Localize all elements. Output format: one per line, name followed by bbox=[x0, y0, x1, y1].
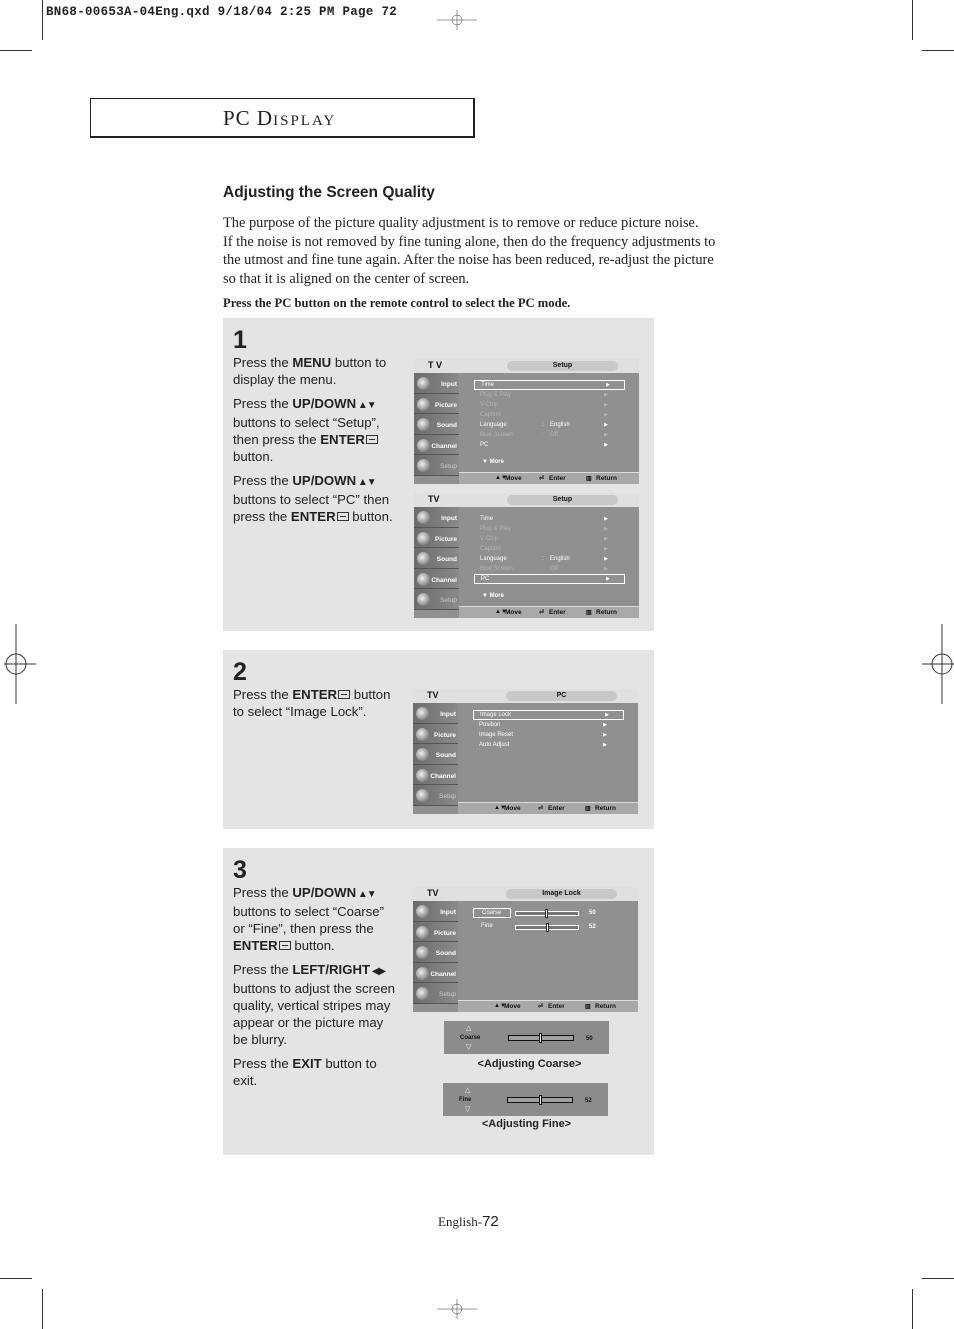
enter-icon: ⏎ bbox=[538, 1004, 544, 1010]
crop-mark bbox=[0, 50, 32, 51]
chevron-right-icon: ▶ bbox=[604, 556, 608, 562]
section-title-box bbox=[90, 98, 475, 138]
instruction-paragraph: Press the UP/DOWN ▲▼ buttons to select “PC” then press the ENTER button. bbox=[233, 473, 393, 524]
osd-footer-enter: Enter bbox=[549, 475, 566, 482]
osd-footer bbox=[459, 472, 639, 484]
instruction-paragraph: Press the MENU button to display the menu. bbox=[233, 355, 387, 387]
coarse-label: Coarse bbox=[473, 908, 511, 918]
osd-sidebar-item-input bbox=[413, 901, 458, 922]
osd-menu-item bbox=[480, 400, 622, 410]
tv-osd-setup-pc bbox=[414, 493, 639, 618]
colon: : bbox=[542, 556, 544, 562]
osd-sidebar-label: Setup bbox=[440, 597, 457, 605]
adjust-label: Fine bbox=[459, 1097, 472, 1103]
osd-item-value: Off bbox=[550, 432, 558, 438]
osd-sidebar-item-channel bbox=[413, 765, 458, 786]
osd-footer-return: Return bbox=[595, 805, 616, 812]
key-name: LEFT/RIGHT bbox=[292, 962, 371, 977]
instruction-paragraph: Press the UP/DOWN ▲▼ buttons to select “Coarse” or “Fine”, then press the ENTER button. bbox=[233, 885, 384, 953]
chevron-right-icon: ▶ bbox=[606, 382, 610, 388]
osd-sidebar-label: Sound bbox=[436, 422, 457, 430]
chevron-right-icon: ▶ bbox=[605, 712, 609, 718]
osd-menu-item bbox=[480, 564, 622, 574]
osd-sidebar-label: Sound bbox=[435, 950, 456, 958]
osd-title: Image Lock bbox=[506, 889, 617, 899]
osd-sidebar-label: Setup bbox=[439, 793, 456, 801]
osd-sidebar-item-sound bbox=[414, 548, 459, 569]
osd-sidebar-label: Sound bbox=[436, 556, 457, 564]
osd-footer-move: Move bbox=[504, 1003, 521, 1010]
input-icon bbox=[417, 377, 430, 390]
updown-icon: ▲▼ bbox=[495, 475, 507, 481]
channel-icon bbox=[417, 573, 430, 586]
osd-sidebar-label: Channel bbox=[430, 970, 456, 978]
coarse-value: 50 bbox=[589, 910, 596, 916]
key-name: UP/DOWN bbox=[292, 396, 357, 411]
osd-item-value: English bbox=[550, 422, 570, 428]
channel-icon bbox=[416, 769, 429, 782]
osd-sidebar-item-sound bbox=[413, 744, 458, 765]
osd-tv-label: TV bbox=[428, 494, 440, 504]
key-name: ENTER bbox=[290, 509, 336, 524]
osd-menu-item bbox=[480, 440, 622, 450]
osd-sidebar bbox=[413, 703, 458, 806]
osd-sidebar-item-setup bbox=[413, 983, 458, 1004]
osd-sidebar-label: Input bbox=[441, 515, 457, 522]
key-name: UP/DOWN bbox=[292, 473, 357, 488]
crop-mark bbox=[0, 1278, 32, 1279]
crop-mark bbox=[922, 50, 954, 51]
osd-footer-move: Move bbox=[505, 609, 522, 616]
key-name: UP/DOWN bbox=[292, 885, 357, 900]
step-text bbox=[233, 686, 398, 727]
slider-knob bbox=[539, 1095, 542, 1105]
sound-icon bbox=[416, 748, 429, 761]
osd-footer-enter: Enter bbox=[549, 609, 566, 616]
osd-sidebar-label: Sound bbox=[435, 752, 456, 760]
osd-menu-item bbox=[479, 730, 621, 740]
enter-key-icon bbox=[338, 690, 350, 699]
osd-menu-item bbox=[480, 524, 622, 534]
key-name: ENTER bbox=[292, 687, 338, 702]
osd-header bbox=[413, 689, 638, 703]
adjust-value: 50 bbox=[586, 1036, 593, 1042]
osd-tv-label: TV bbox=[427, 888, 439, 898]
picture-icon bbox=[417, 398, 430, 411]
chevron-right-icon: ▶ bbox=[603, 742, 607, 748]
input-icon bbox=[416, 707, 429, 720]
osd-sidebar-item-picture bbox=[413, 724, 458, 745]
up-arrow-icon: △ bbox=[465, 1087, 471, 1094]
osd-more: ▼ More bbox=[482, 459, 504, 465]
osd-sidebar-item-setup bbox=[413, 785, 458, 806]
osd-item-label: V-Chip bbox=[480, 536, 499, 542]
osd-sidebar-label: Input bbox=[441, 381, 457, 388]
osd-sidebar-label: Channel bbox=[431, 442, 457, 450]
chevron-right-icon: ▶ bbox=[603, 722, 607, 728]
osd-menu-item bbox=[473, 710, 624, 720]
osd-item-label: Position bbox=[479, 722, 501, 728]
osd-sidebar-item-channel bbox=[414, 569, 459, 590]
menu-icon: ▥ bbox=[586, 610, 592, 616]
tv-osd-setup-time bbox=[414, 359, 639, 484]
osd-item-label: Image Lock bbox=[480, 712, 512, 718]
instruction-paragraph: Press the UP/DOWN ▲▼ buttons to select “Setup”, then press the ENTER button. bbox=[233, 396, 380, 464]
osd-sidebar-label: Picture bbox=[434, 535, 457, 543]
osd-menu-item bbox=[480, 514, 622, 524]
chevron-right-icon: ▶ bbox=[604, 546, 608, 552]
picture-icon bbox=[416, 728, 429, 741]
osd-footer-enter: Enter bbox=[548, 805, 565, 812]
osd-item-value: Off bbox=[550, 566, 558, 572]
osd-menu-item bbox=[480, 554, 622, 564]
coarse-adjust-slider bbox=[508, 1035, 574, 1041]
chevron-right-icon: ▶ bbox=[604, 412, 608, 418]
registration-mark-icon bbox=[437, 1289, 477, 1329]
adjust-value: 52 bbox=[585, 1098, 592, 1104]
coarse-slider bbox=[515, 911, 579, 916]
setup-icon bbox=[417, 593, 430, 606]
osd-footer bbox=[459, 606, 639, 618]
osd-menu-item bbox=[480, 430, 622, 440]
slider-knob bbox=[545, 909, 548, 918]
crop-mark bbox=[912, 1289, 913, 1329]
osd-menu-item bbox=[480, 420, 622, 430]
updown-icon: ▲▼ bbox=[494, 1003, 506, 1009]
page-heading: Adjusting the Screen Quality bbox=[223, 184, 435, 201]
step-text bbox=[233, 884, 398, 1096]
sound-icon bbox=[416, 946, 429, 959]
osd-sidebar-item-picture bbox=[414, 394, 459, 415]
setup-icon bbox=[416, 789, 429, 802]
osd-menu-item bbox=[480, 390, 622, 400]
file-slug: BN68-00653A-04Eng.qxd 9/18/04 2:25 PM Page 72 bbox=[46, 5, 398, 19]
crop-mark bbox=[42, 0, 43, 40]
osd-item-label: Auto Adjust bbox=[479, 742, 510, 748]
osd-sidebar-label: Setup bbox=[439, 991, 456, 999]
osd-sidebar-label: Picture bbox=[434, 401, 457, 409]
chevron-right-icon: ▶ bbox=[606, 576, 610, 582]
osd-tv-label: TV bbox=[427, 690, 439, 700]
osd-footer-return: Return bbox=[596, 609, 617, 616]
osd-item-label: Time bbox=[481, 382, 495, 388]
osd-sidebar-label: Picture bbox=[433, 929, 456, 937]
chevron-right-icon: ▶ bbox=[604, 422, 608, 428]
section-title: PC DISPLAY bbox=[223, 106, 337, 130]
osd-sidebar-item-input bbox=[413, 703, 458, 724]
crop-mark bbox=[912, 0, 913, 40]
osd-sidebar-label: Setup bbox=[440, 463, 457, 471]
colon: : bbox=[542, 566, 544, 572]
osd-header bbox=[413, 887, 638, 901]
osd-header bbox=[414, 493, 639, 507]
lead-instruction: Press the PC button on the remote control to select the PC mode. bbox=[223, 296, 571, 310]
chevron-right-icon: ▶ bbox=[603, 732, 607, 738]
enter-key-icon bbox=[279, 941, 291, 950]
up-arrow-icon: △ bbox=[466, 1025, 472, 1032]
sound-icon bbox=[417, 552, 430, 565]
osd-footer-enter: Enter bbox=[548, 1003, 565, 1010]
key-name: MENU bbox=[292, 355, 332, 370]
fine-value: 52 bbox=[589, 924, 596, 930]
step-panel-1 bbox=[223, 318, 654, 631]
caption-fine: <Adjusting Fine> bbox=[481, 1118, 572, 1130]
instruction-paragraph: Press the LEFT/RIGHT ◀▶ buttons to adjust the screen quality, vertical stripes may appear or the picture may be blurry. bbox=[233, 962, 396, 1047]
osd-menu-item bbox=[480, 544, 622, 554]
chevron-right-icon: ▶ bbox=[604, 536, 608, 542]
caption-coarse: <Adjusting Coarse> bbox=[477, 1058, 582, 1070]
osd-sidebar-label: Channel bbox=[431, 576, 457, 584]
step-panel-3 bbox=[223, 848, 654, 1155]
arrow-keys-icon: ▲▼ bbox=[356, 477, 376, 488]
setup-icon bbox=[417, 459, 430, 472]
osd-footer bbox=[458, 802, 638, 814]
osd-sidebar-item-picture bbox=[414, 528, 459, 549]
osd-menu-item bbox=[479, 740, 621, 750]
menu-icon: ▥ bbox=[586, 476, 592, 482]
channel-icon bbox=[417, 439, 430, 452]
osd-item-label: Plug & Play bbox=[480, 526, 512, 532]
osd-sidebar bbox=[414, 373, 459, 476]
page-number: English-72 bbox=[438, 1213, 499, 1230]
osd-sidebar-label: Picture bbox=[433, 731, 456, 739]
osd-sidebar-item-sound bbox=[413, 942, 458, 963]
key-name: ENTER bbox=[233, 938, 278, 953]
slider-knob bbox=[546, 923, 549, 932]
osd-footer-return: Return bbox=[596, 475, 617, 482]
osd-title: PC bbox=[506, 691, 617, 701]
osd-tv-label: T V bbox=[428, 360, 443, 370]
colon: : bbox=[542, 422, 544, 428]
enter-icon: ⏎ bbox=[538, 806, 544, 812]
osd-sidebar-item-setup bbox=[414, 589, 459, 610]
key-name: ENTER bbox=[320, 432, 365, 447]
registration-mark-icon bbox=[922, 624, 954, 704]
osd-item-label: Blue Screen bbox=[480, 566, 513, 572]
osd-menu-item bbox=[479, 720, 621, 730]
osd-item-value: English bbox=[550, 556, 570, 562]
osd-sidebar-item-channel bbox=[413, 963, 458, 984]
osd-sidebar-item-input bbox=[414, 373, 459, 394]
intro-paragraph: The purpose of the picture quality adjustment is to remove or reduce picture noise. If the noise is not removed by fine tuning alone, then do the frequency adjustments to the utmost and fine tune again. After the noise has been reduced, re-adjust the picture so that it is aligned on the center of screen. bbox=[223, 215, 716, 287]
osd-item-label: Language bbox=[480, 556, 507, 562]
updown-icon: ▲▼ bbox=[495, 609, 507, 615]
osd-footer-move: Move bbox=[505, 475, 522, 482]
osd-sidebar-item-sound bbox=[414, 414, 459, 435]
enter-icon: ⏎ bbox=[539, 610, 545, 616]
chevron-right-icon: ▶ bbox=[604, 392, 608, 398]
enter-key-icon bbox=[337, 512, 349, 521]
tv-osd-image-lock bbox=[413, 887, 638, 1012]
chevron-right-icon: ▶ bbox=[604, 442, 608, 448]
osd-item-label: PC bbox=[481, 576, 490, 582]
osd-item-label: V-Chip bbox=[480, 402, 499, 408]
setup-icon bbox=[416, 987, 429, 1000]
osd-title: Setup bbox=[507, 495, 618, 505]
osd-sidebar bbox=[413, 901, 458, 1004]
arrow-keys-icon: ▲▼ bbox=[356, 889, 376, 900]
step-number: 1 bbox=[233, 326, 247, 354]
picture-icon bbox=[416, 926, 429, 939]
osd-item-label: Caption bbox=[480, 412, 501, 418]
menu-icon: ▥ bbox=[585, 806, 591, 812]
osd-sidebar-item-setup bbox=[414, 455, 459, 476]
osd-sidebar bbox=[414, 507, 459, 610]
osd-item-label: Language bbox=[480, 422, 507, 428]
arrow-keys-icon: ◀▶ bbox=[370, 966, 386, 977]
osd-menu-item bbox=[480, 410, 622, 420]
enter-icon: ⏎ bbox=[539, 476, 545, 482]
osd-item-label: Plug & Play bbox=[480, 392, 512, 398]
instruction-paragraph: Press the EXIT button to exit. bbox=[233, 1056, 377, 1088]
key-name: EXIT bbox=[292, 1056, 322, 1071]
chevron-right-icon: ▶ bbox=[604, 526, 608, 532]
sound-icon bbox=[417, 418, 430, 431]
arrow-keys-icon: ▲▼ bbox=[356, 400, 376, 411]
osd-sidebar-item-channel bbox=[414, 435, 459, 456]
osd-sidebar-label: Channel bbox=[430, 772, 456, 780]
enter-key-icon bbox=[366, 435, 378, 444]
osd-footer-return: Return bbox=[595, 1003, 616, 1010]
down-arrow-icon: ▽ bbox=[465, 1106, 471, 1113]
osd-sidebar-item-input bbox=[414, 507, 459, 528]
osd-sidebar-label: Input bbox=[440, 909, 456, 916]
updown-icon: ▲▼ bbox=[494, 805, 506, 811]
picture-icon bbox=[417, 532, 430, 545]
chevron-right-icon: ▶ bbox=[604, 566, 608, 572]
step-panel-2 bbox=[223, 650, 654, 829]
chevron-right-icon: ▶ bbox=[604, 516, 608, 522]
crop-mark bbox=[922, 1278, 954, 1279]
chevron-right-icon: ▶ bbox=[604, 402, 608, 408]
input-icon bbox=[417, 511, 430, 524]
colon: : bbox=[542, 432, 544, 438]
crop-mark bbox=[42, 1289, 43, 1329]
channel-icon bbox=[416, 967, 429, 980]
chevron-right-icon: ▶ bbox=[604, 432, 608, 438]
registration-mark-icon bbox=[0, 624, 40, 704]
osd-more: ▼ More bbox=[482, 593, 504, 599]
coarse-adjust-bar bbox=[444, 1021, 609, 1054]
osd-title: Setup bbox=[507, 361, 618, 371]
osd-item-label: Image Reset bbox=[479, 732, 514, 738]
osd-item-label: Blue Screen bbox=[480, 432, 513, 438]
step-number: 3 bbox=[233, 856, 247, 884]
menu-icon: ▥ bbox=[585, 1004, 591, 1010]
osd-sidebar-item-picture bbox=[413, 922, 458, 943]
slider-knob bbox=[539, 1033, 542, 1043]
instruction-paragraph: Press the ENTER button to select “Image Lock”. bbox=[233, 687, 391, 719]
osd-item-label: Time bbox=[480, 516, 494, 522]
adjust-label: Coarse bbox=[460, 1035, 481, 1041]
step-text bbox=[233, 354, 398, 532]
fine-adjust-slider bbox=[507, 1097, 573, 1103]
osd-item-label: PC bbox=[480, 442, 489, 448]
fine-slider bbox=[515, 925, 579, 930]
osd-footer bbox=[458, 1000, 638, 1012]
tv-osd-pc bbox=[413, 689, 638, 814]
osd-menu-item bbox=[474, 574, 625, 584]
input-icon bbox=[416, 905, 429, 918]
down-arrow-icon: ▽ bbox=[466, 1044, 472, 1051]
osd-item-label: Caption bbox=[480, 546, 501, 552]
fine-label: Fine bbox=[481, 923, 493, 929]
registration-mark-icon bbox=[437, 0, 477, 40]
osd-menu-item bbox=[474, 380, 625, 390]
osd-menu-item bbox=[480, 534, 622, 544]
fine-adjust-bar bbox=[443, 1083, 608, 1116]
step-number: 2 bbox=[233, 658, 247, 686]
osd-sidebar-label: Input bbox=[440, 711, 456, 718]
osd-header bbox=[414, 359, 639, 373]
osd-footer-move: Move bbox=[504, 805, 521, 812]
